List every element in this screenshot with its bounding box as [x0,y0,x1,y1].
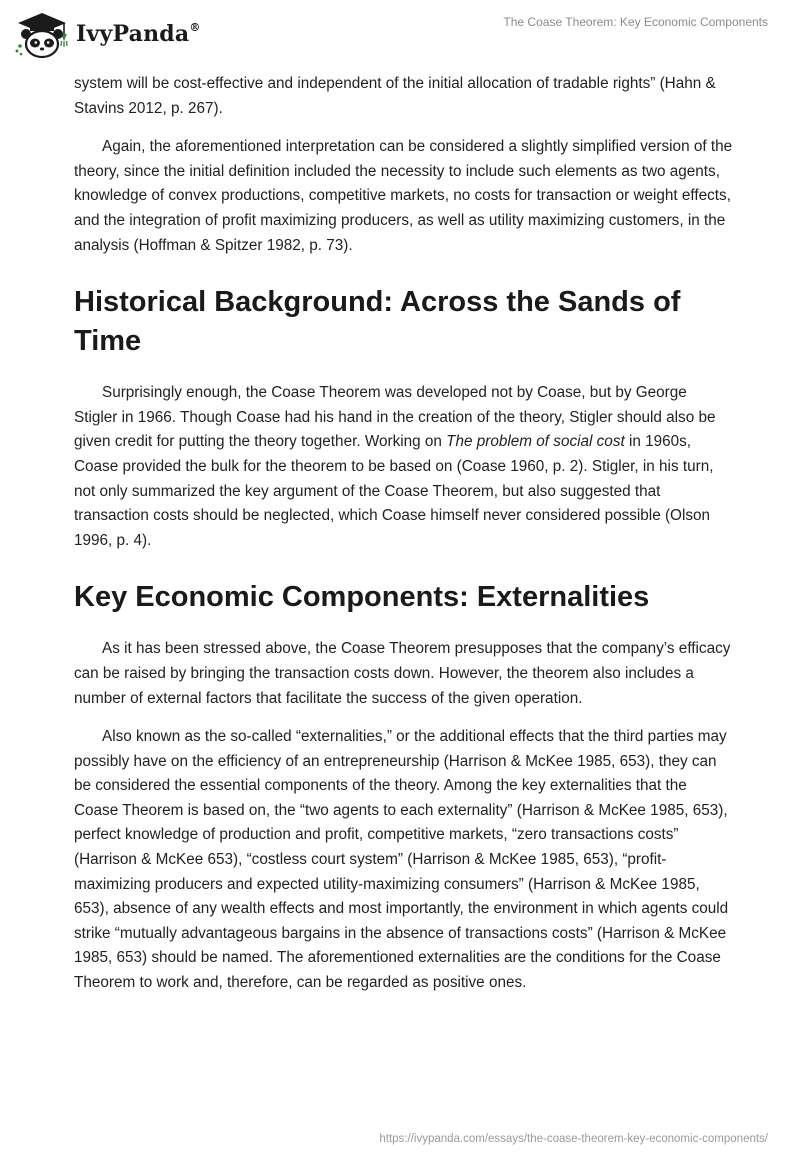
panda-graduate-icon [14,10,70,60]
paragraph: Also known as the so-called “externalities,” or the additional effects that the third parties may possibly have on the efficiency of an entrepreneurship (Harrison & McKee 1985, 653), they can be considered the essential components of the theory. Among the key externalities that the Coase Theorem is based on, the “two agents to each externality” (Harrison & McKee 1985, 653), perfect knowledge of production and profit, competitive markets, “zero transactions costs” (Harrison & McKee 653), “costless court system” (Harrison & McKee 1985, 653), “profit-maximizing producers and expected utility-maximizing consumers” (Harrison & McKee 1985, 653), absence of any wealth effects and most importantly, the environment in which agents could strike “mutually advantageous bargains in the absence of transactions costs” (Harrison & McKee 1985, 653) should be named. The aforementioned externalities are the conditions for the Coase Theorem to work and, therefore, can be regarded as positive ones. [74,728,729,992]
brand-name: IvyPanda® [76,20,201,47]
paragraph-continued: system will be cost-effective and independent of the initial allocation of tradable rights” (Hahn & Stavins 2012, p. 267). [74,75,716,117]
essay-content [74,72,734,1010]
section-heading-historical-background: Historical Background: Across the Sands of Time [74,286,681,358]
source-url[interactable]: https://ivypanda.com/essays/the-coase-theorem-key-economic-components/ [379,1133,768,1145]
paragraph: As it has been stressed above, the Coase Theorem presupposes that the company’s efficacy can be raised by bringing the transaction costs down. However, the theorem also includes a number of external factors that facilitate the success of the given operation. [74,640,731,707]
paragraph: Again, the aforementioned interpretation can be considered a slightly simplified version of the theory, since the initial definition included the necessity to include such elements as two agents, knowledge of convex productions, competitive markets, no costs for transaction or weight effects, and the integration of profit maximizing producers, as well as utility maximizing customers, in the analysis (Hoffman & Spitzer 1982, p. 73). [74,138,733,254]
section-heading-key-economic-components: Key Economic Components: Externalities [74,581,650,614]
book-title: The problem of social cost [446,433,625,451]
page-header [0,0,800,70]
paragraph: Surprisingly enough, the Coase Theorem was developed not by Coase, but by George Stigler in 1966. Though Coase had his hand in the creation of the theory, Stigler should also be given credit for putting the theory together. Working on The problem of social cost in 1960s, Coase provided the bulk for the theorem to be based on (Coase 1960, p. 2). Stigler, in his turn, not only summarized the key argument of the Coase Theorem, but also suggested that transaction costs should be neglected, which Coase himself never considered possible (Olson 1996, p. 4). [74,384,716,549]
document-title: The Coase Theorem: Key Economic Components [503,15,768,29]
logo[interactable] [14,10,201,60]
